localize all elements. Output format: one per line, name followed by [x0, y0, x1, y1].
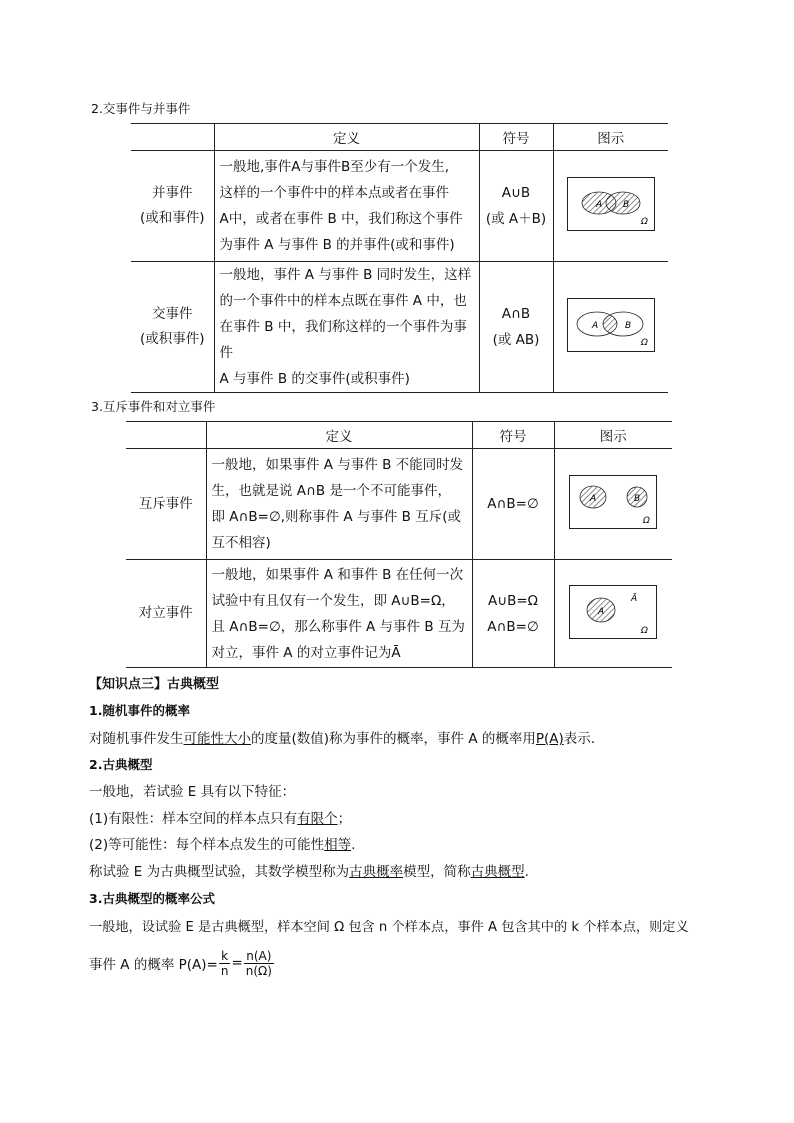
complement-venn-diagram [569, 585, 657, 639]
venn-label-a: A [595, 200, 602, 210]
venn-label-b: B [624, 321, 631, 331]
venn-label-omega: Ω [641, 625, 649, 636]
fraction-k-over-n: $\frac{k}{n}$ [220, 948, 229, 978]
union-diagram [553, 151, 668, 262]
intersection-symbol: A∩B (或 AB) [479, 262, 553, 393]
blank-answer: 可能性大小 [183, 731, 251, 747]
kp3-s1-paragraph: 对随机事件发生可能性大小的度量(数值)称为事件的概率，事件 A 的概率用P(A)表示. [89, 731, 596, 747]
intersection-definition: 一般地，事件 A 与事件 B 同时发生，这样 的一个事件中的样本点既在事件 A 中，也 在事件 B 中，我们称这样的一个事件为事件 A 与事件 B 的交事件(或积事件) [214, 262, 479, 393]
venn-label-b: B [622, 200, 629, 210]
kp3-s1-title: 1.随机事件的概率 [89, 703, 190, 718]
venn-label-omega: Ω [643, 516, 651, 526]
header-diagram: 图示 [554, 422, 672, 449]
kp3-s2-title: 2.古典概型 [89, 757, 153, 772]
intersection-name: 交事件 (或积事件) [131, 262, 214, 393]
header-definition: 定义 [206, 422, 472, 449]
union-symbol: A∪B (或 A＋B) [479, 151, 553, 262]
intersection-diagram [553, 262, 668, 393]
complement-definition: 一般地，如果事件 A 和事件 B 在任何一次 试验中有且仅有一个发生，即 A∪B=Ω， 且 A∩B=∅，那么称事件 A 与事件 B 互为 对立，事件 A 的对立事件记为Ā [206, 560, 472, 668]
venn-label-a: A [598, 606, 605, 617]
kp3-s2-feature2: (2)等可能性：每个样本点发生的可能性相等. [89, 837, 356, 853]
blank-answer: 古典概型 [470, 864, 525, 880]
venn-label-b: B [634, 494, 641, 504]
kp3-s2-conclusion: 称试验 E 为古典概型试验，其数学模型称为古典概率模型，简称古典概型. [89, 864, 529, 880]
complement-name: 对立事件 [126, 560, 206, 668]
kp3-s3-formula-line: 事件 A 的概率 P(A)= $\frac{k}{n}$ = $\frac{n(A)}{n(\Omega)}$ [89, 948, 272, 978]
blank-answer: 古典概率 [349, 864, 404, 880]
header-definition: 定义 [214, 124, 479, 151]
complement-diagram [554, 560, 672, 668]
kp3-s2-feature1: (1)有限性：样本空间的样本点只有有限个； [89, 811, 352, 827]
mutex-diagram [554, 449, 672, 560]
union-venn-diagram [567, 177, 655, 231]
union-definition: 一般地,事件A与事件B至少有一个发生, 这样的一个事件中的样本点或者在事件 A中，或者在事件 B 中，我们称这个事件 为事件 A 与事件 B 的并事件(或和事件) [214, 151, 479, 262]
mutex-complement-table [126, 421, 672, 668]
mutex-definition: 一般地，如果事件 A 与事件 B 不能同时发 生，也就是说 A∩B 是一个不可能事件， 即 A∩B=∅,则称事件 A 与事件 B 互斥(或 互不相容) [206, 449, 472, 560]
venn-label-a: A [591, 321, 598, 331]
mutex-symbol: A∩B=∅ [472, 449, 554, 560]
header-diagram: 图示 [553, 124, 668, 151]
venn-label-omega: Ω [640, 217, 648, 227]
venn-label-abar: Ā [631, 593, 638, 604]
kp3-s2-intro: 一般地，若试验 E 具有以下特征： [89, 784, 296, 800]
section3-title: 3.互斥事件和对立事件 [91, 399, 216, 414]
mutex-venn-diagram [569, 475, 657, 529]
header-blank [131, 124, 214, 151]
kp3-title: 【知识点三】古典概型 [89, 677, 220, 692]
intersection-venn-diagram [567, 298, 655, 352]
header-symbol: 符号 [472, 422, 554, 449]
header-blank [126, 422, 206, 449]
kp3-s3-title: 3.古典概型的概率公式 [89, 891, 215, 906]
blank-answer: 相等 [324, 837, 352, 853]
kp3-s3-paragraph1: 一般地，设试验 E 是古典概型，样本空间 Ω 包含 n 个样本点，事件 A 包含其中的 k 个样本点，则定义 [89, 920, 689, 935]
header-symbol: 符号 [479, 124, 553, 151]
section2-title: 2.交事件与并事件 [91, 101, 191, 116]
union-name: 并事件 (或和事件) [131, 151, 214, 262]
venn-label-omega: Ω [640, 338, 648, 348]
union-intersection-table [131, 123, 668, 393]
venn-label-a: A [590, 494, 597, 504]
complement-symbol: A∪B=Ω A∩B=∅ [472, 560, 554, 668]
blank-answer: 有限个 [297, 811, 338, 827]
mutex-name: 互斥事件 [126, 449, 206, 560]
blank-answer: P(A) [535, 731, 564, 747]
fraction-nA-over-nOmega: $\frac{n(A)}{n(\Omega)}$ [245, 948, 272, 978]
